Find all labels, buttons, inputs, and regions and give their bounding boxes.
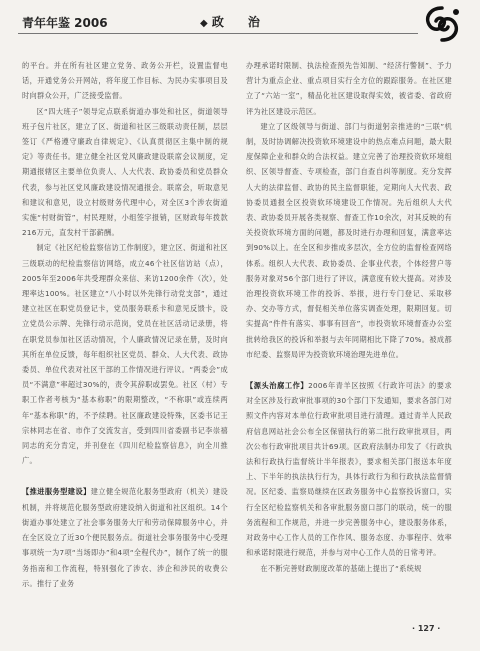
page-number: · 127 ·: [412, 624, 441, 633]
paragraph-text: 2006年青羊区按照《行政许可法》的要求对全区涉及行政审批事项的30个部门下发通知，要求各部门对照文件内容对本单位行政审批项目进行清理。通过青羊人民政府信息网站社会公布全区保留执行的第二批行政审批项目，两次公布行政审批项目共计69项。区政府法制办印发了《行政执法和行政执行监督统计半年报表》，要求相关部门报送本年度上、下半年的执法执行行为，具体行政行为和行政执法监督情况。区纪委、监察局继续在区政务服务中心监察投诉窗口，实行全区纪检监察机关和各审批服务窗口部门的联动，统一的服务流程和工作规范，并进一步完善服务中心，建设服务体系，对政务中心工作人员的工作作风、服务态度、办事程序、效率和承诺时限进行规范，并参与对中心工作人员的日常考评。: [246, 381, 452, 558]
yearbook-title: 青年年鉴 2006: [22, 16, 108, 30]
diamond-icon: ◆: [200, 18, 208, 29]
section-char-2: 治: [247, 15, 260, 29]
paragraph: [22, 484, 228, 590]
section-tag: 【源头治腐工作】: [246, 381, 309, 391]
left-column: [22, 58, 228, 591]
page-header: [0, 0, 480, 50]
right-column: [246, 58, 452, 576]
paragraph: 的平台。并在所有社区建立党务、政务公开栏，设置监督电话，开通党务公开网站，将年度工作目标、为民办实事项目及时向群众公开，广泛接受监督。: [22, 61, 228, 101]
paragraph: 建立了区级领导与街道、部门与街道躬亲推进的“三联”机制，及时协调解决投资软环境建设中的热点难点问题，最大限度保障企业和群众的合法权益。建立完善了治理投资软环境组织、区领导督查、专项检查，部门自查自纠等制度。充分发挥人大的法律监督、政协的民主监督职能，定期向人大代表、政协委员通报全区投资软环境建设工作情况。先后组织人大代表、政协委员开展各类视察、督查工作10余次，对其反映的有关投资软环境方面的问题，都及时进行办理和回复，满意率达到90%以上。在全区和步推成多层次，全方位的监督检查网络体系。组织人大代表、政协委员、企事业代表，个体经营户等服务对象对56个部门进行了评议，满意度有较大提高。对涉及治理投资软环境工作的投诉、举报，进行专门登记、采取移办、交办等方式，督促相关单位落实调查处理，限期回复。切实提高“件件有落实、事事有回音”，市投资软环境督查办公室批转给我区的投诉和举报与去年同期相比下降了70%。被成都市纪委、监察局评为投资软环境治理先进单位。: [246, 121, 452, 359]
header-divider: [18, 33, 418, 34]
paragraph: 区“四大班子”领导定点联系街道办事处和社区，街道领导班子包片社区，建立了区、街道和社区三级联动责任制，层层签订《严格遵守廉政自律规定》、《认真贯彻区主集中制的规定》等责任书。建立健全社区党风廉政建设联席会议制度，定期通报辖区主要单位负责人、人大代表、政协委员和党员群众代表，参与社区党风廉政建设情况通报会。联席会，听取意见和建议和意见，设立村级财务代理中心，对全区3个涉农街道实施“村财街管”，村民理财，小组签字报销，区财政每年拨款216万元，直发村干部薪酬。: [22, 106, 228, 238]
paragraph: [246, 378, 452, 560]
paragraph-text: 建立健全规范化服务型政府（机关）建设机制，并将规范化服务型政府建设纳入街道和社区组织。14个街道办事处建立了社会事务服务大厅和劳动保障服务中心，并在全区设立了近30个便民服务点。街道社会事务服务中心受理事项统一为7项“当场即办”和4项“全程代办”，制作了统一的服务指南和工作流程，特别强化了涉农、涉企和涉民的收费公示。推行了业务: [22, 487, 228, 588]
section-tag: 【推进服务型建设】: [22, 487, 91, 497]
spacer: [246, 362, 452, 378]
section-title: [200, 13, 260, 30]
paragraph: 办理承诺时限制、执法检查预先告知制、“经济行警制”、予力营计为重点企业、重点项目实行全方位的跟踪服务。在社区建立了“六站一室”，精品化社区建设取得实效，被省委、省政府评为社区建设示范区。: [246, 61, 452, 116]
paragraph: 在不断完善财政制度改革的基础上提出了“系统规: [260, 563, 422, 573]
swirl-logo-icon: [420, 4, 464, 44]
paragraph: 制定《社区纪检监察信访工作制度》，建立区、街道和社区三级联动的纪检监察信访网络，成立46个社区信访站（点），2005年至2006年共受理群众来信、来访1200余件（次），处理率达100%。社区建立“八小时以外先锋行动党支部”，通过建立社区在职党员登记卡，党员服务联系卡和意见反馈卡，设立党员公示牌、先锋行动示范岗，党员在社区活动记录册，将在职党员参加社区活动情况，个人廉政情况记录在册，及时向其所在单位反馈，每年组织社区党员、群众、人大代表、政协委员、单位代表对社区干部的工作情况进行评议。“两委会”成员“不满意”率超过30%的，责令其辞职或罢免。社区（村）专职工作者考核为“基本称职”的限期整改，“不称职”或连续两年“基本称职”的，不予续聘。社区廉政建设特殊，区委书记王宗林同志在省、市作了交流发言，受到四川省委副书记李崇禧同志的充分肯定，并刊登在《四川纪检监察信息》，向全川推广。: [22, 243, 228, 466]
section-char-1: 政: [211, 15, 224, 29]
spacer: [22, 468, 228, 484]
